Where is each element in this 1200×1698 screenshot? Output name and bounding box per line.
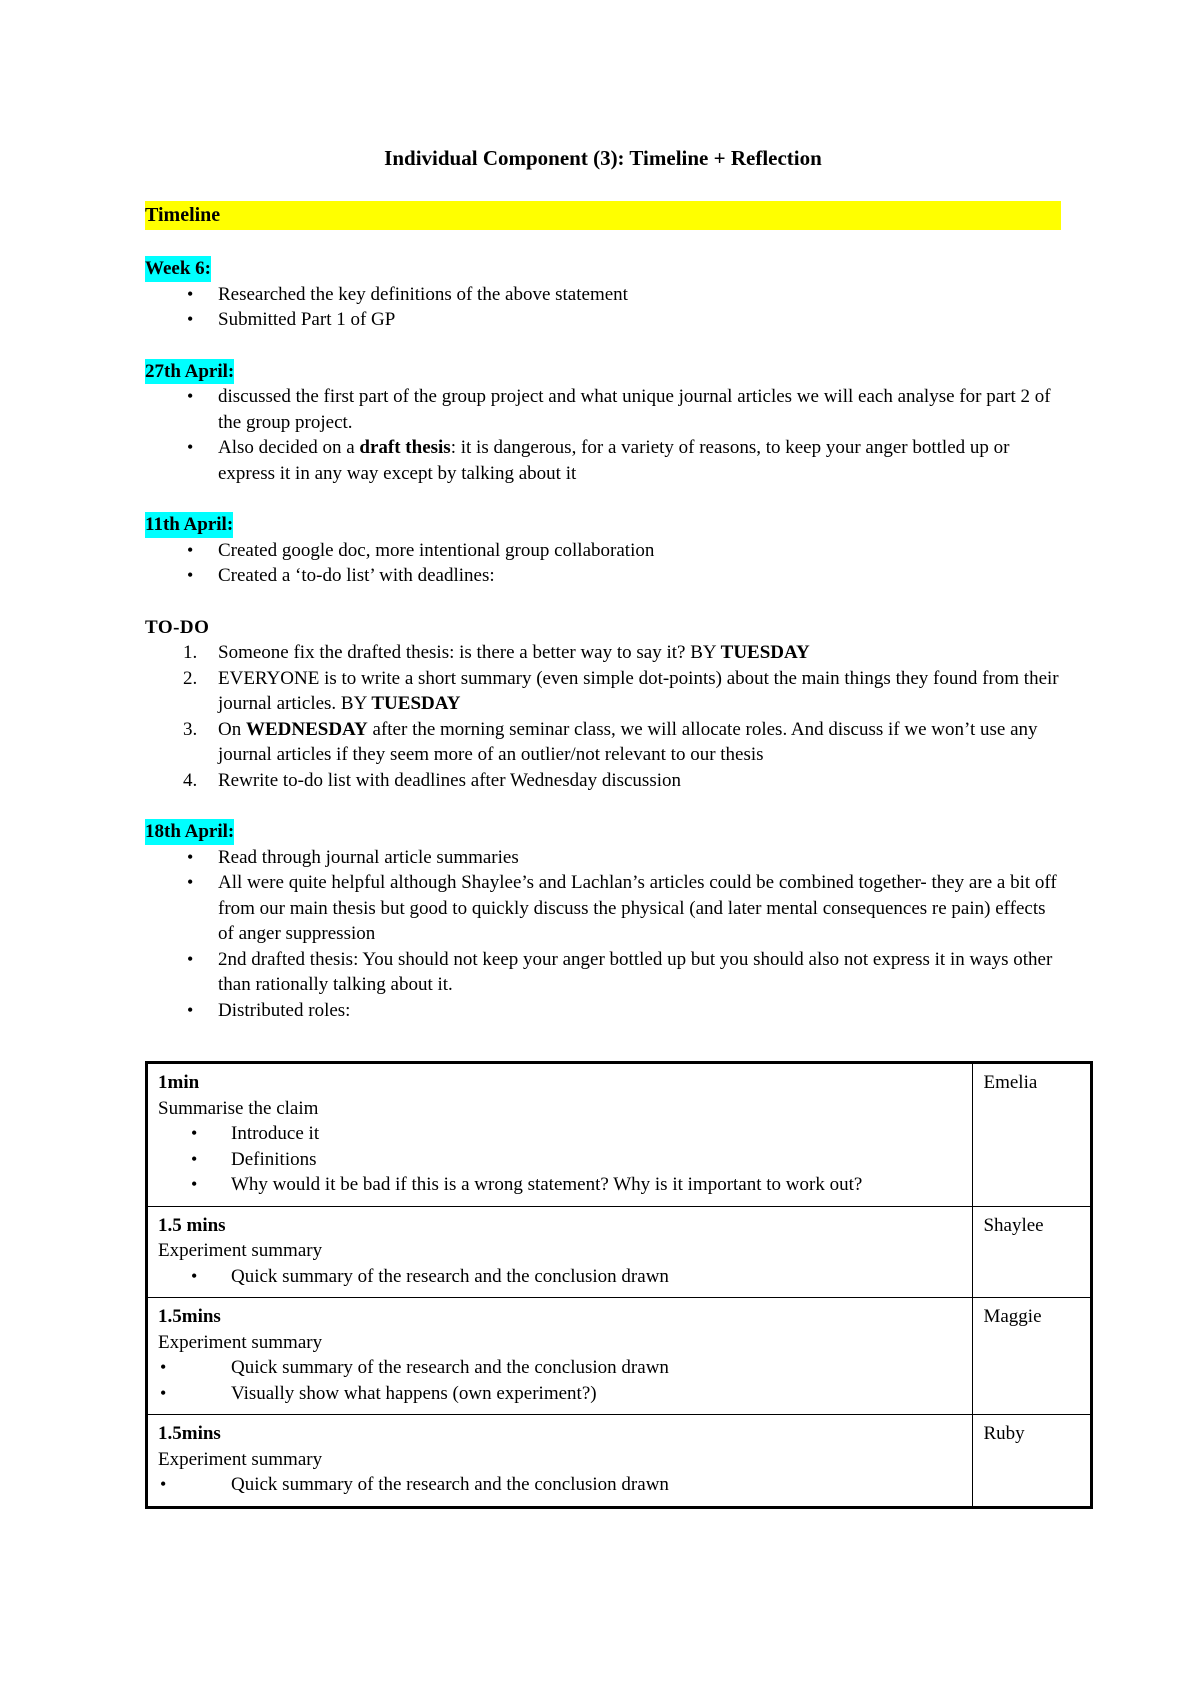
time-label: 1min xyxy=(158,1072,200,1093)
text-run: Someone fix the drafted thesis: is there a better way to say it? BY xyxy=(218,642,721,663)
table-row xyxy=(147,1298,1092,1415)
bold-text: TUESDAY xyxy=(720,642,810,663)
list-item: • Created google doc, more intentional group collaboration xyxy=(145,538,1061,564)
text-run: : it is dangerous, for a variety of reasons, to keep your anger bottled up or express it in any way except by talking about it xyxy=(218,437,1010,484)
list-item: • Definitions xyxy=(158,1147,962,1173)
bullet-list xyxy=(158,1355,962,1406)
section-label: Week 6: xyxy=(145,256,211,282)
list-item: • Introduce it xyxy=(158,1121,962,1147)
text-run: after the morning seminar class, we will allocate roles. And discuss if we won’t use any journal articles if they seem more of an outlier/not relevant to our thesis xyxy=(218,718,1038,765)
numbered-list xyxy=(145,640,1061,793)
task-label: Summarise the claim xyxy=(158,1097,319,1119)
bold-text: TUESDAY xyxy=(371,693,461,714)
task-label: Experiment summary xyxy=(158,1448,323,1470)
bullet-list xyxy=(158,1472,962,1498)
todo-title: TO-DO xyxy=(145,616,210,638)
bold-text: draft thesis xyxy=(359,437,451,458)
text-run: Rewrite to-do list with deadlines after Wednesday discussion xyxy=(218,769,681,791)
list-item: • Distributed roles: xyxy=(145,998,1061,1024)
person-cell: Maggie xyxy=(973,1298,1092,1415)
text-run: EVERYONE is to write a short summary (even simple dot-points) about the main things they found from their journal articles. BY xyxy=(218,667,1059,714)
person-cell: Shaylee xyxy=(973,1206,1092,1298)
section-label: 27th April: xyxy=(145,359,234,385)
section-label: 11th April: xyxy=(145,512,233,538)
person-cell: Emelia xyxy=(973,1063,1092,1207)
list-item: • Created a ‘to-do list’ with deadlines: xyxy=(145,563,1061,589)
table-row xyxy=(147,1063,1092,1207)
timeline-heading: Timeline xyxy=(145,201,1061,230)
bullet-list xyxy=(145,538,1061,589)
roles-table xyxy=(145,1061,1093,1509)
task-cell xyxy=(147,1298,973,1415)
list-item xyxy=(145,435,1061,486)
section-11th-april xyxy=(145,512,1061,589)
task-cell xyxy=(147,1415,973,1508)
bullet-list xyxy=(158,1121,962,1198)
person-cell: Ruby xyxy=(973,1415,1092,1508)
table-row xyxy=(147,1206,1092,1298)
item-number: 3. xyxy=(183,718,198,740)
section-27th-april xyxy=(145,359,1061,487)
item-number: 1. xyxy=(183,642,198,663)
list-item: • Quick summary of the research and the conclusion drawn xyxy=(158,1355,962,1381)
text-run: On xyxy=(218,718,246,740)
item-number: 4. xyxy=(183,769,198,791)
task-cell xyxy=(147,1063,973,1207)
list-item: • All were quite helpful although Shaylee’s and Lachlan’s articles could be combined together- they are a bit off from our main thesis but good to quickly discuss the physical (and later mental consequences re pain) effects of anger suppression xyxy=(145,870,1061,947)
task-label: Experiment summary xyxy=(158,1331,323,1353)
bullet-list xyxy=(145,845,1061,1024)
time-label: 1.5mins xyxy=(158,1423,221,1444)
text-run: Also decided on a xyxy=(218,437,360,458)
list-item: • 2nd drafted thesis: You should not keep your anger bottled up but you should also not express it in ways other than rationally talking about it. xyxy=(145,947,1061,998)
task-label: Experiment summary xyxy=(158,1240,323,1261)
list-item xyxy=(145,768,1061,794)
list-item: • Quick summary of the research and the conclusion drawn xyxy=(158,1264,962,1290)
list-item: • Why would it be bad if this is a wrong statement? Why is it important to work out? xyxy=(158,1172,962,1198)
list-item xyxy=(145,717,1061,768)
list-item: • Quick summary of the research and the conclusion drawn xyxy=(158,1472,962,1498)
bold-text: WEDNESDAY xyxy=(245,718,368,740)
item-number: 2. xyxy=(183,667,198,689)
list-item xyxy=(145,640,1061,666)
bullet-list xyxy=(158,1264,962,1290)
list-item xyxy=(145,666,1061,717)
section-todo xyxy=(145,615,1061,794)
list-item: • Visually show what happens (own experiment?) xyxy=(158,1381,962,1407)
section-18th-april xyxy=(145,819,1061,1023)
time-label: 1.5 mins xyxy=(158,1214,226,1236)
bullet-list xyxy=(145,282,1061,333)
list-item: • Read through journal article summaries xyxy=(145,845,1061,871)
section-label: 18th April: xyxy=(145,819,234,845)
bullet-list xyxy=(145,384,1061,486)
list-item: • discussed the first part of the group project and what unique journal articles we will each analyse for part 2 of the group project. xyxy=(145,384,1061,435)
page-title: Individual Component (3): Timeline + Reflection xyxy=(384,146,822,170)
table-row xyxy=(147,1415,1092,1508)
timeline-body xyxy=(145,256,1061,1049)
section-week-6 xyxy=(145,256,1061,333)
task-cell xyxy=(147,1206,973,1298)
list-item: • Submitted Part 1 of GP xyxy=(145,307,1061,333)
list-item: • Researched the key definitions of the above statement xyxy=(145,282,1061,308)
time-label: 1.5mins xyxy=(158,1306,221,1327)
